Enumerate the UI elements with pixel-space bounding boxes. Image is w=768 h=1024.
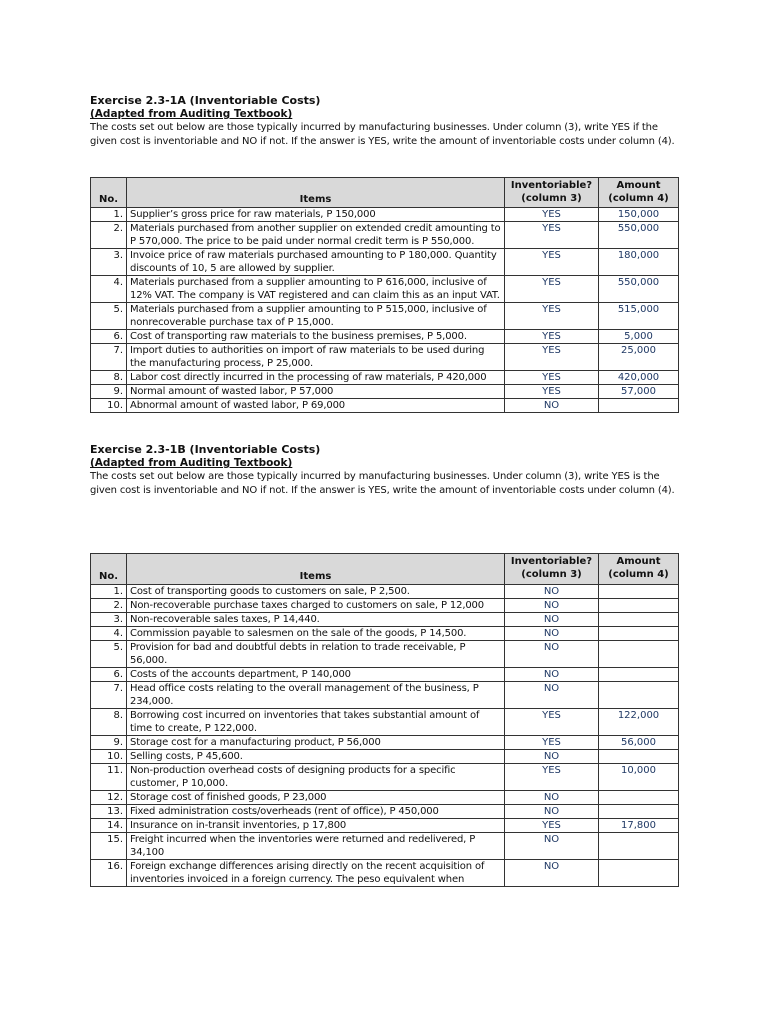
row-item-text: Cost of transporting raw materials to the business premises, P 5,000.: [127, 330, 505, 344]
row-number: 9.: [91, 385, 127, 399]
column-header-amount: [599, 554, 679, 585]
row-number: 3.: [91, 613, 127, 627]
column-header-items: Items: [127, 554, 505, 585]
table-row: [91, 613, 679, 627]
table-row: [91, 819, 679, 833]
row-item-text: Labor cost directly incurred in the processing of raw materials, P 420,000: [127, 371, 505, 385]
row-item-text: Cost of transporting goods to customers on sale, P 2,500.: [127, 585, 505, 599]
header-amt-line2: (column 4): [608, 569, 669, 580]
row-item-text: Commission payable to salesmen on the sale of the goods, P 14,500.: [127, 627, 505, 641]
row-amount: [599, 585, 679, 599]
row-number: 2.: [91, 599, 127, 613]
row-number: 9.: [91, 736, 127, 750]
row-inventoriable: YES: [505, 385, 599, 399]
table-row: [91, 860, 679, 887]
row-number: 12.: [91, 791, 127, 805]
table-row: [91, 330, 679, 344]
header-inv-line1: Inventoriable?: [510, 556, 593, 567]
row-item-text: Invoice price of raw materials purchased amounting to P 180,000. Quantity discounts of 10, 5 are allowed by supplier.: [127, 249, 505, 276]
row-inventoriable: YES: [505, 344, 599, 371]
column-header-items: Items: [127, 178, 505, 208]
row-inventoriable: NO: [505, 613, 599, 627]
row-item-text: Normal amount of wasted labor, P 57,000: [127, 385, 505, 399]
table-row: [91, 344, 679, 371]
row-inventoriable: NO: [505, 399, 599, 413]
row-inventoriable: NO: [505, 599, 599, 613]
exercise-a-header: [90, 94, 678, 149]
column-header-amount: [599, 178, 679, 208]
exercise-a-subtitle: (Adapted from Auditing Textbook): [90, 108, 293, 120]
row-inventoriable: NO: [505, 833, 599, 860]
row-item-text: Insurance on in-transit inventories, p 17,800: [127, 819, 505, 833]
table-row: [91, 208, 679, 222]
row-amount: 10,000: [599, 764, 679, 791]
table-row: [91, 736, 679, 750]
row-item-text: Materials purchased from a supplier amounting to P 515,000, inclusive of nonrecoverable purchase tax of P 15,000.: [127, 303, 505, 330]
table-row: [91, 682, 679, 709]
row-number: 14.: [91, 819, 127, 833]
row-item-text: Non-production overhead costs of designing products for a specific customer, P 10,000.: [127, 764, 505, 791]
row-inventoriable: YES: [505, 736, 599, 750]
row-number: 8.: [91, 371, 127, 385]
row-amount: 180,000: [599, 249, 679, 276]
exercise-b-header: [90, 443, 678, 498]
exercise-b-description: The costs set out below are those typically incurred by manufacturing businesses. Under column (3), write YES is the given cost is inventoriable and NO if not. If the answer is YES, write the amount of inventoriable costs under column (4).: [90, 471, 675, 496]
exercise-a-description: The costs set out below are those typically incurred by manufacturing businesses. Under column (3), write YES if the given cost is inventoriable and NO if not. If the answer is YES, write the amount of inventoriable costs under column (4).: [90, 122, 675, 147]
row-inventoriable: YES: [505, 222, 599, 249]
row-number: 8.: [91, 709, 127, 736]
header-inv-line2: (column 3): [521, 193, 582, 204]
row-inventoriable: NO: [505, 860, 599, 887]
row-amount: 57,000: [599, 385, 679, 399]
row-inventoriable: NO: [505, 627, 599, 641]
row-amount: [599, 641, 679, 668]
row-amount: [599, 599, 679, 613]
column-header-inventoriable: [505, 554, 599, 585]
row-number: 7.: [91, 344, 127, 371]
row-amount: 122,000: [599, 709, 679, 736]
table-row: [91, 709, 679, 736]
row-item-text: Provision for bad and doubtful debts in relation to trade receivable, P 56,000.: [127, 641, 505, 668]
row-number: 6.: [91, 668, 127, 682]
exercise-a-table: [90, 177, 679, 413]
header-amt-line2: (column 4): [608, 193, 669, 204]
header-amt-line1: Amount: [616, 556, 661, 567]
row-inventoriable: NO: [505, 668, 599, 682]
row-number: 10.: [91, 399, 127, 413]
exercise-b-subtitle: (Adapted from Auditing Textbook): [90, 457, 293, 469]
table-row: [91, 276, 679, 303]
row-item-text: Selling costs, P 45,600.: [127, 750, 505, 764]
row-number: 7.: [91, 682, 127, 709]
row-item-text: Non-recoverable sales taxes, P 14,440.: [127, 613, 505, 627]
row-number: 10.: [91, 750, 127, 764]
table-row: [91, 249, 679, 276]
table-row: [91, 641, 679, 668]
row-item-text: Freight incurred when the inventories were returned and redelivered, P 34,100: [127, 833, 505, 860]
row-inventoriable: NO: [505, 750, 599, 764]
row-inventoriable: NO: [505, 791, 599, 805]
row-inventoriable: YES: [505, 819, 599, 833]
row-item-text: Materials purchased from a supplier amounting to P 616,000, inclusive of 12% VAT. The company is VAT registered and can claim this as an input VAT.: [127, 276, 505, 303]
table-row: [91, 385, 679, 399]
table-row: [91, 222, 679, 249]
row-amount: 56,000: [599, 736, 679, 750]
row-item-text: Abnormal amount of wasted labor, P 69,000: [127, 399, 505, 413]
row-amount: [599, 833, 679, 860]
row-item-text: Import duties to authorities on import of raw materials to be used during the manufacturing process, P 25,000.: [127, 344, 505, 371]
row-inventoriable: NO: [505, 585, 599, 599]
row-inventoriable: YES: [505, 208, 599, 222]
row-amount: [599, 399, 679, 413]
column-header-inventoriable: [505, 178, 599, 208]
row-amount: 420,000: [599, 371, 679, 385]
row-inventoriable: YES: [505, 276, 599, 303]
header-inv-line1: Inventoriable?: [510, 180, 593, 191]
table-row: [91, 764, 679, 791]
row-amount: [599, 750, 679, 764]
row-amount: [599, 627, 679, 641]
row-item-text: Foreign exchange differences arising directly on the recent acquisition of inventories invoiced in a foreign currency. The peso equivalent when: [127, 860, 505, 887]
row-item-text: Storage cost of finished goods, P 23,000: [127, 791, 505, 805]
row-inventoriable: NO: [505, 805, 599, 819]
row-amount: 550,000: [599, 276, 679, 303]
exercise-b-title: Exercise 2.3-1B (Inventoriable Costs): [90, 443, 321, 456]
row-number: 4.: [91, 627, 127, 641]
row-number: 5.: [91, 303, 127, 330]
header-inv-line2: (column 3): [521, 569, 582, 580]
row-inventoriable: YES: [505, 371, 599, 385]
row-inventoriable: YES: [505, 249, 599, 276]
row-item-text: Supplier’s gross price for raw materials, P 150,000: [127, 208, 505, 222]
table-header-row: [91, 554, 679, 585]
column-header-no: No.: [91, 554, 127, 585]
row-amount: [599, 668, 679, 682]
row-item-text: Fixed administration costs/overheads (rent of office), P 450,000: [127, 805, 505, 819]
table-row: [91, 303, 679, 330]
table-row: [91, 791, 679, 805]
row-number: 11.: [91, 764, 127, 791]
row-inventoriable: YES: [505, 764, 599, 791]
column-header-no: No.: [91, 178, 127, 208]
row-item-text: Costs of the accounts department, P 140,000: [127, 668, 505, 682]
exercise-a-title: Exercise 2.3-1A (Inventoriable Costs): [90, 94, 321, 107]
row-inventoriable: YES: [505, 303, 599, 330]
row-inventoriable: NO: [505, 682, 599, 709]
table-row: [91, 805, 679, 819]
header-amt-line1: Amount: [616, 180, 661, 191]
table-row: [91, 599, 679, 613]
row-amount: 25,000: [599, 344, 679, 371]
row-item-text: Non-recoverable purchase taxes charged to customers on sale, P 12,000: [127, 599, 505, 613]
table-row: [91, 371, 679, 385]
row-number: 4.: [91, 276, 127, 303]
row-amount: [599, 613, 679, 627]
table-row: [91, 750, 679, 764]
row-inventoriable: YES: [505, 709, 599, 736]
table-row: [91, 668, 679, 682]
row-number: 15.: [91, 833, 127, 860]
table-row: [91, 585, 679, 599]
row-amount: 17,800: [599, 819, 679, 833]
row-amount: [599, 682, 679, 709]
row-number: 13.: [91, 805, 127, 819]
row-inventoriable: YES: [505, 330, 599, 344]
row-amount: 5,000: [599, 330, 679, 344]
row-number: 2.: [91, 222, 127, 249]
row-number: 5.: [91, 641, 127, 668]
row-amount: 515,000: [599, 303, 679, 330]
row-item-text: Storage cost for a manufacturing product, P 56,000: [127, 736, 505, 750]
row-inventoriable: NO: [505, 641, 599, 668]
row-number: 1.: [91, 585, 127, 599]
row-number: 1.: [91, 208, 127, 222]
row-number: 16.: [91, 860, 127, 887]
row-item-text: Materials purchased from another supplier on extended credit amounting to P 570,000. The price to be paid under normal credit term is P 550,000.: [127, 222, 505, 249]
row-amount: [599, 860, 679, 887]
table-row: [91, 833, 679, 860]
row-number: 3.: [91, 249, 127, 276]
row-amount: [599, 791, 679, 805]
table-header-row: [91, 178, 679, 208]
table-row: [91, 627, 679, 641]
row-item-text: Borrowing cost incurred on inventories that takes substantial amount of time to create, P 122,000.: [127, 709, 505, 736]
row-item-text: Head office costs relating to the overall management of the business, P 234,000.: [127, 682, 505, 709]
row-amount: [599, 805, 679, 819]
row-amount: 150,000: [599, 208, 679, 222]
row-amount: 550,000: [599, 222, 679, 249]
row-number: 6.: [91, 330, 127, 344]
exercise-b-table: [90, 553, 679, 887]
table-row: [91, 399, 679, 413]
